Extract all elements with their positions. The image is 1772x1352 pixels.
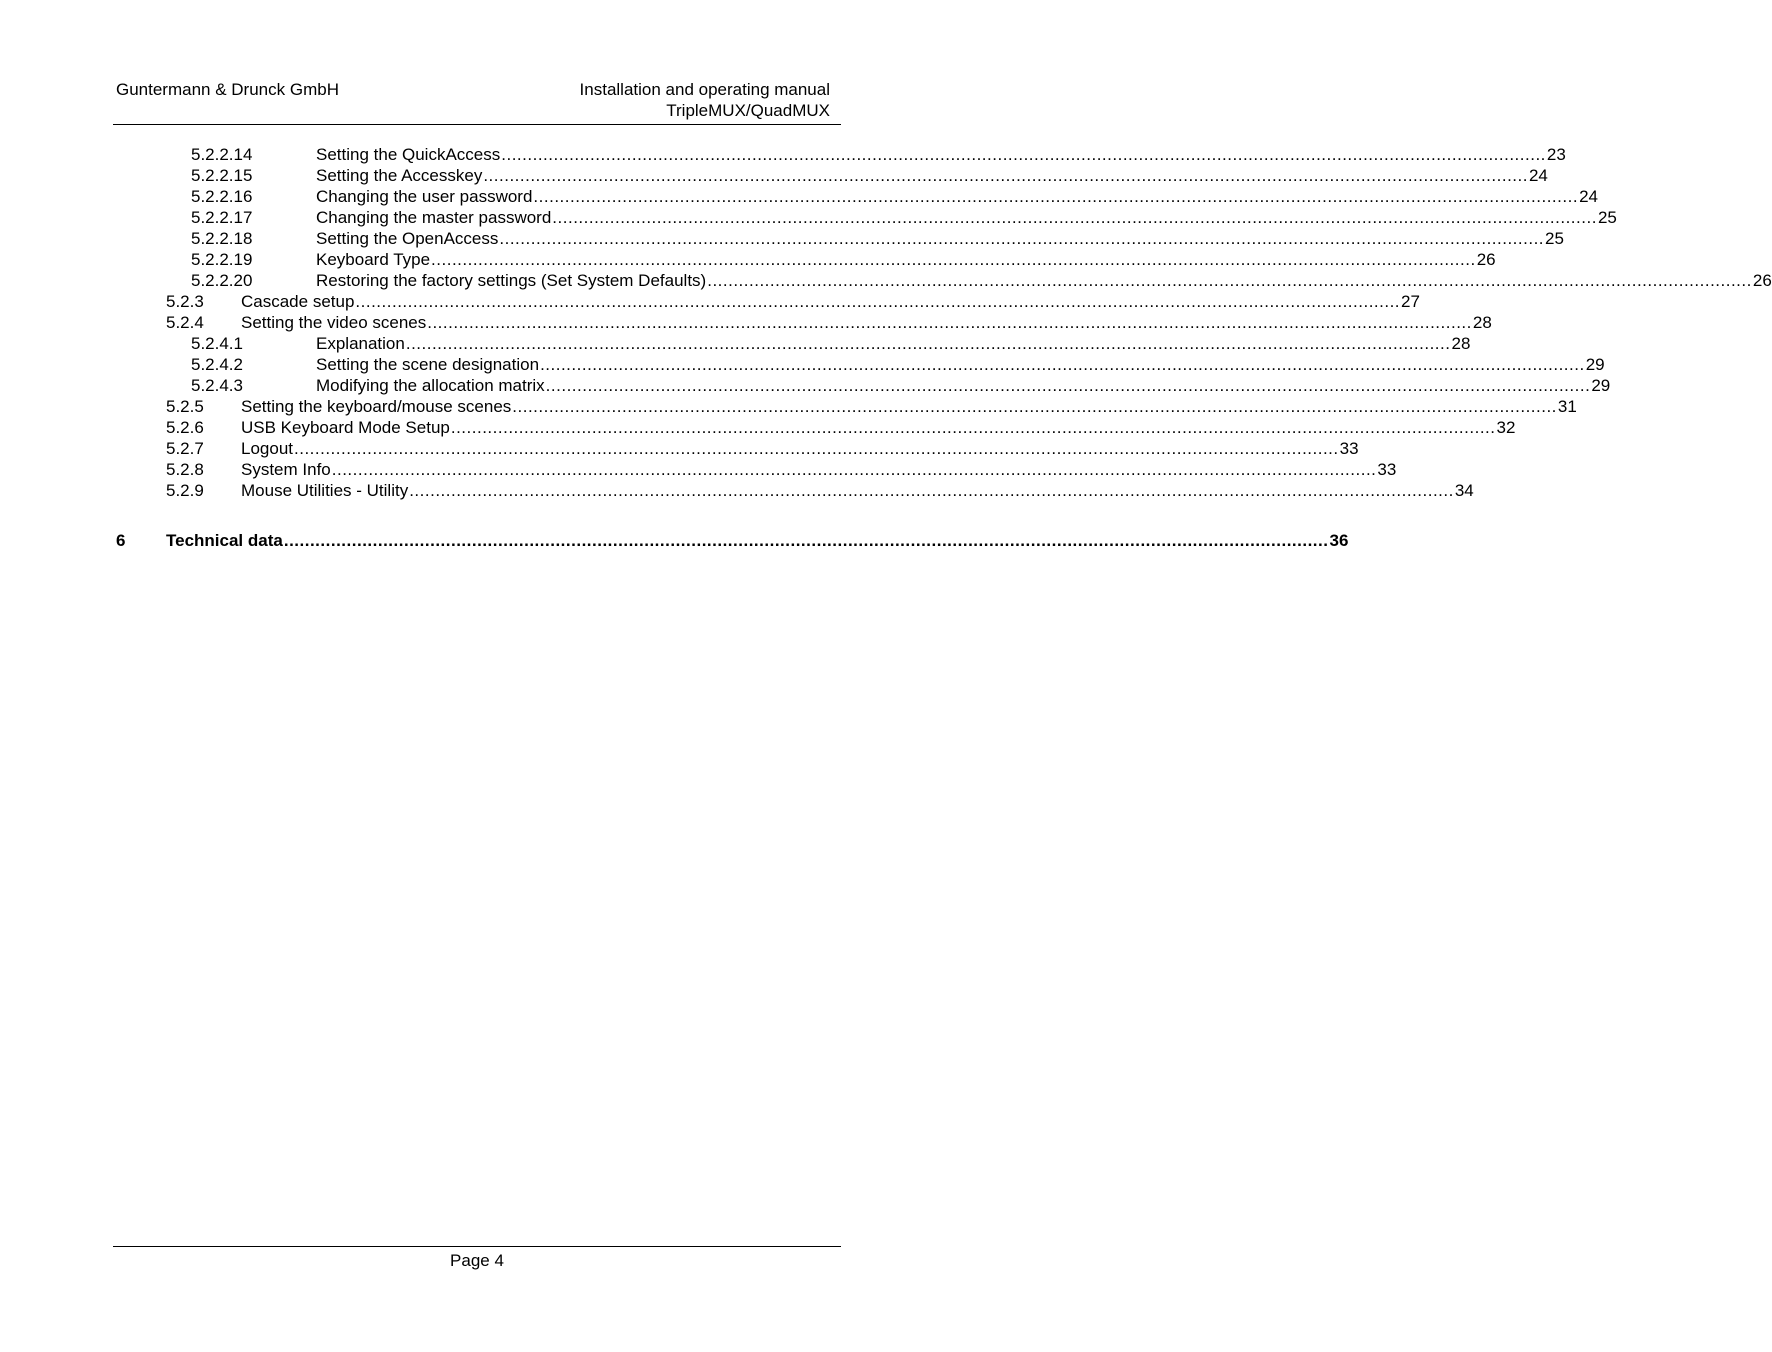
toc-entry-title: Setting the video scenes (241, 313, 427, 332)
toc-dot-leader: ........................................................................................................................................................................................................ (405, 334, 1451, 353)
toc-entry[interactable] (316, 354, 1605, 375)
toc-entry-page: 26 (1476, 250, 1496, 269)
toc-entry[interactable] (241, 459, 1397, 480)
toc-entry-number: 5.2.8 (166, 460, 204, 479)
toc-entry-number: 5.2.7 (166, 439, 204, 458)
toc-dot-leader: ........................................................................................................................................................................................................ (533, 187, 1579, 206)
toc-entry-number: 6 (116, 531, 126, 550)
toc-entry-page: 29 (1591, 376, 1611, 395)
toc-entry-title: Restoring the factory settings (Set System Defaults) (316, 271, 707, 290)
toc-entry-page: 25 (1597, 208, 1617, 227)
toc-entry[interactable] (241, 438, 1359, 459)
toc-entry-page: 25 (1545, 229, 1564, 248)
toc-entry-number: 5.2.5 (166, 397, 204, 416)
toc-entry-page: 29 (1585, 355, 1605, 374)
toc-entry-page: 33 (1339, 439, 1359, 458)
toc-entry[interactable] (316, 228, 1564, 249)
toc-entry[interactable] (316, 144, 1566, 165)
toc-entry-page: 26 (1752, 271, 1772, 290)
toc-entry-number: 5.2.4.1 (191, 334, 243, 353)
toc-entry[interactable] (166, 530, 1349, 551)
toc-entry-number: 5.2.2.17 (191, 208, 253, 227)
toc-entry-page: 23 (1546, 145, 1566, 164)
toc-dot-leader: ........................................................................................................................................................................................................ (545, 376, 1591, 395)
toc-entry[interactable] (316, 207, 1617, 228)
toc-entry-number: 5.2.4.3 (191, 376, 243, 395)
toc-entry-number: 5.2.6 (166, 418, 204, 437)
toc-entry[interactable] (316, 333, 1471, 354)
toc-entry-title: System Info (241, 460, 331, 479)
toc-entry-number: 5.2.2.20 (191, 271, 253, 290)
toc-entry-number: 5.2.4 (166, 313, 204, 332)
toc-entry[interactable] (316, 165, 1548, 186)
toc-dot-leader: ........................................................................................................................................................................................................ (512, 397, 1557, 416)
toc-entry-title: Setting the Accesskey (316, 166, 483, 185)
toc-entry-page: 32 (1496, 418, 1516, 437)
toc-entry-page: 27 (1401, 292, 1420, 311)
toc-entry-title: Setting the QuickAccess (316, 145, 501, 164)
toc-entry-title: Technical data (166, 531, 283, 550)
toc-entry-title: Keyboard Type (316, 250, 431, 269)
toc-dot-leader: ........................................................................................................................................................................................................ (355, 292, 1401, 311)
toc-entry[interactable] (316, 249, 1496, 270)
toc-entry-title: Setting the scene designation (316, 355, 540, 374)
toc-entry-page: 36 (1329, 531, 1349, 550)
toc-entry[interactable] (316, 375, 1611, 396)
header-doc-title (580, 79, 830, 121)
toc-dot-leader: ........................................................................................................................................................................................................ (552, 208, 1597, 227)
toc-entry-number: 5.2.2.16 (191, 187, 253, 206)
footer-rule (113, 1246, 841, 1247)
toc-dot-leader: ........................................................................................................................................................................................................ (409, 481, 1454, 500)
header-doc-title-line1: Installation and operating manual (579, 80, 830, 99)
toc-entry-number: 5.2.9 (166, 481, 204, 500)
toc-entry-title: Modifying the allocation matrix (316, 376, 545, 395)
toc-entry-title: Logout (241, 439, 293, 458)
toc-dot-leader: ........................................................................................................................................................................................................ (450, 418, 1496, 437)
toc-dot-leader: ........................................................................................................................................................................................................ (427, 313, 1472, 332)
toc-entry-number: 5.2.3 (166, 292, 204, 311)
toc-entry[interactable] (241, 312, 1492, 333)
toc-entry[interactable] (316, 186, 1598, 207)
toc-entry-page: 24 (1579, 187, 1598, 206)
toc-entry-page: 28 (1451, 334, 1471, 353)
toc-dot-leader: ........................................................................................................................................................................................................ (283, 531, 1329, 550)
toc-entry-title: Changing the master password (316, 208, 552, 227)
footer-page-number: Page 4 (450, 1251, 504, 1270)
toc-entry[interactable] (241, 291, 1420, 312)
toc-entry-number: 5.2.2.14 (191, 145, 253, 164)
toc-entry-page: 31 (1557, 397, 1577, 416)
toc-dot-leader: ........................................................................................................................................................................................................ (707, 271, 1752, 290)
toc-entry-title: Cascade setup (241, 292, 355, 311)
toc-entry-title: Mouse Utilities - Utility (241, 481, 409, 500)
toc-dot-leader: ........................................................................................................................................................................................................ (540, 355, 1585, 374)
toc-entry-number: 5.2.2.18 (191, 229, 253, 248)
toc-entry-title: Setting the keyboard/mouse scenes (241, 397, 512, 416)
toc-entry[interactable] (241, 480, 1474, 501)
toc-dot-leader: ........................................................................................................................................................................................................ (294, 439, 1339, 458)
toc-entry-page: 28 (1472, 313, 1492, 332)
toc-entry-title: Explanation (316, 334, 405, 353)
toc-dot-leader: ........................................................................................................................................................................................................ (501, 145, 1546, 164)
toc-entry-page: 34 (1454, 481, 1474, 500)
toc-entry-page: 24 (1528, 166, 1548, 185)
header-doc-title-line2: TripleMUX/QuadMUX (666, 101, 830, 120)
header-company: Guntermann & Drunck GmbH (116, 80, 339, 99)
toc-entry-title: Setting the OpenAccess (316, 229, 499, 248)
toc-dot-leader: ........................................................................................................................................................................................................ (331, 460, 1377, 479)
toc-entry-title: Changing the user password (316, 187, 533, 206)
toc-entry[interactable] (316, 270, 1772, 291)
header-rule (113, 124, 841, 125)
toc-entry-number: 5.2.2.19 (191, 250, 253, 269)
toc-dot-leader: ........................................................................................................................................................................................................ (483, 166, 1528, 185)
toc-entry-number: 5.2.2.15 (191, 166, 253, 185)
toc-entry[interactable] (241, 417, 1516, 438)
toc-entry[interactable] (241, 396, 1577, 417)
toc-entry-number: 5.2.4.2 (191, 355, 243, 374)
toc-entry-title: USB Keyboard Mode Setup (241, 418, 450, 437)
toc-dot-leader: ........................................................................................................................................................................................................ (431, 250, 1476, 269)
toc-entry-page: 33 (1377, 460, 1397, 479)
toc-dot-leader: ........................................................................................................................................................................................................ (499, 229, 1545, 248)
